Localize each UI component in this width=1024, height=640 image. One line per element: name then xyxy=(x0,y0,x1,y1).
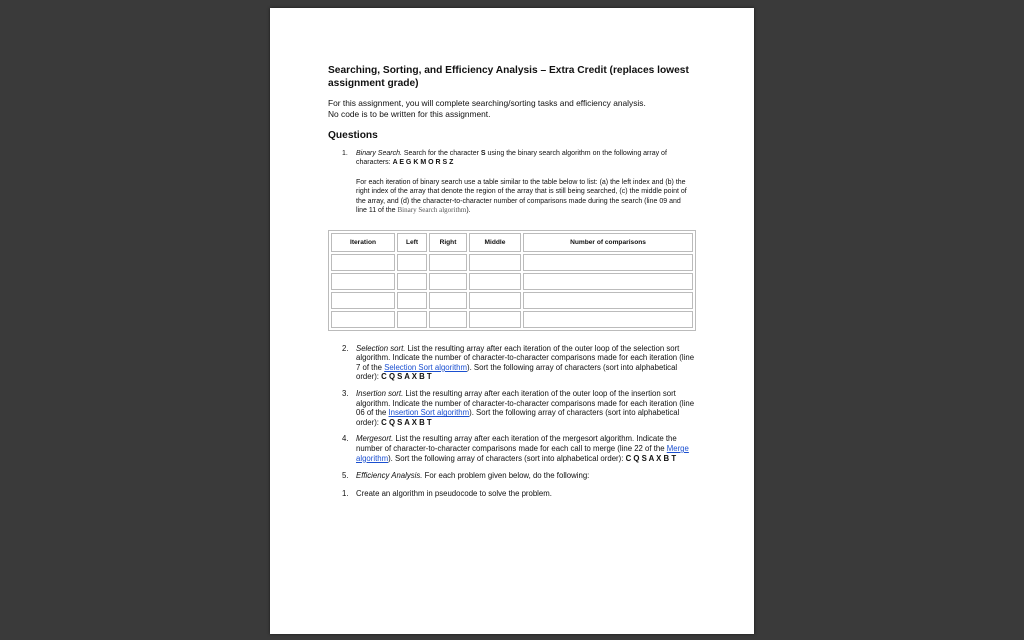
question-2 xyxy=(328,344,700,382)
table-cell xyxy=(523,273,693,290)
efficiency-subitem-1 xyxy=(328,489,700,499)
question-text-2: ). Sort the following array of characters (sort into alphabetical order): xyxy=(356,362,678,382)
question-number: 1. xyxy=(342,488,349,498)
binary-search-instructions xyxy=(356,178,691,216)
table-cell xyxy=(523,292,693,309)
table-cell xyxy=(429,311,467,328)
table-cell xyxy=(469,273,521,290)
character-array: A E G K M O R S Z xyxy=(392,158,454,166)
character-array: C Q S A X B T xyxy=(381,372,432,382)
header-left: Left xyxy=(397,233,427,252)
table-cell xyxy=(429,273,467,290)
question-5 xyxy=(328,471,700,481)
table-cell xyxy=(469,254,521,271)
table-cell xyxy=(429,292,467,309)
table-cell xyxy=(429,254,467,271)
header-middle: Middle xyxy=(469,233,521,252)
question-text: List the resulting array after each iteration of the mergesort algorithm. Indicate the number of character-to-character comparisons made for each call to merge (line 22 of the xyxy=(356,434,677,453)
question-name: Binary Search. xyxy=(356,150,402,158)
binary-search-table xyxy=(328,230,696,331)
question-4 xyxy=(328,434,700,463)
header-iteration: Iteration xyxy=(331,233,395,252)
table-cell xyxy=(331,292,395,309)
instructions-end: ). xyxy=(466,207,471,215)
intro-paragraph xyxy=(328,98,700,119)
question-name: Selection sort. xyxy=(356,343,406,353)
question-number: 4. xyxy=(342,434,349,444)
question-3 xyxy=(328,389,700,427)
table-cell xyxy=(397,273,427,290)
table-row xyxy=(331,273,693,290)
question-number: 5. xyxy=(342,471,349,481)
table-row xyxy=(331,292,693,309)
question-text: Search for the character xyxy=(401,150,481,158)
question-text: Create an algorithm in pseudocode to solve the problem. xyxy=(356,488,552,498)
table-cell xyxy=(331,273,395,290)
question-text: List the resulting array after each iteration of the outer loop of the insertion sort algorithm. Indicate the number of character-to-character comparisons made for each iteration (line 06 of the xyxy=(356,389,695,418)
question-text-2: ). Sort the following array of characters (sort into alphabetical order): xyxy=(388,453,626,463)
question-text: List the resulting array after each iteration of the outer loop of the selection sort algorithm. Indicate the number of character-to-character comparisons made for each iteration (line 7 of the xyxy=(356,343,695,372)
intro-line-2: No code is to be written for this assignment. xyxy=(328,108,491,119)
character-array: C Q S A X B T xyxy=(381,417,432,427)
table-cell xyxy=(397,311,427,328)
header-right: Right xyxy=(429,233,467,252)
table-cell xyxy=(469,292,521,309)
question-1 xyxy=(328,150,700,167)
table-row xyxy=(331,254,693,271)
question-number: 1. xyxy=(342,150,348,158)
merge-algorithm-link[interactable]: Merge algorithm xyxy=(356,443,689,463)
table-cell xyxy=(331,254,395,271)
instructions-text: For each iteration of binary search use a table similar to the table below to list: (a) the left index and (b) the right index of the array that denote the region of the array that is still being searched, (c) the middle point of the array, and (d) the character-to-character number of comparisons made during the search (line 09 and line 11 of the xyxy=(356,179,687,215)
table-cell xyxy=(523,311,693,328)
table-cell xyxy=(523,254,693,271)
table-header-row xyxy=(331,233,693,252)
question-name: Efficiency Analysis. xyxy=(356,471,423,481)
document-title: Searching, Sorting, and Efficiency Analysis – Extra Credit (replaces lowest assignment grade) xyxy=(328,65,689,89)
questions-heading: Questions xyxy=(328,130,378,142)
question-number: 3. xyxy=(342,389,349,398)
question-text-2: using the binary search algorithm on the following array of characters: xyxy=(356,150,667,166)
insertion-sort-link[interactable]: Insertion Sort algorithm xyxy=(388,408,470,418)
table-cell xyxy=(397,254,427,271)
search-char: S xyxy=(480,150,486,158)
table-cell xyxy=(331,311,395,328)
question-number: 2. xyxy=(342,343,349,353)
question-text-2: ). Sort the following array of characters (sort into alphabetical order): xyxy=(356,408,680,427)
table-row xyxy=(331,311,693,328)
selection-sort-link[interactable]: Selection Sort algorithm xyxy=(384,362,467,372)
question-name: Mergesort. xyxy=(356,434,394,444)
question-text: For each problem given below, do the following: xyxy=(422,471,590,481)
table-cell xyxy=(469,311,521,328)
header-comparisons: Number of comparisons xyxy=(523,233,693,252)
document-page xyxy=(270,8,754,634)
question-name: Insertion sort. xyxy=(356,389,404,398)
character-array: C Q S A X B T xyxy=(625,453,677,463)
algorithm-reference: Binary Search algorithm xyxy=(397,206,467,215)
document-content xyxy=(328,65,700,498)
table-cell xyxy=(397,292,427,309)
intro-line-1: For this assignment, you will complete searching/sorting tasks and efficiency analysis. xyxy=(328,98,646,108)
